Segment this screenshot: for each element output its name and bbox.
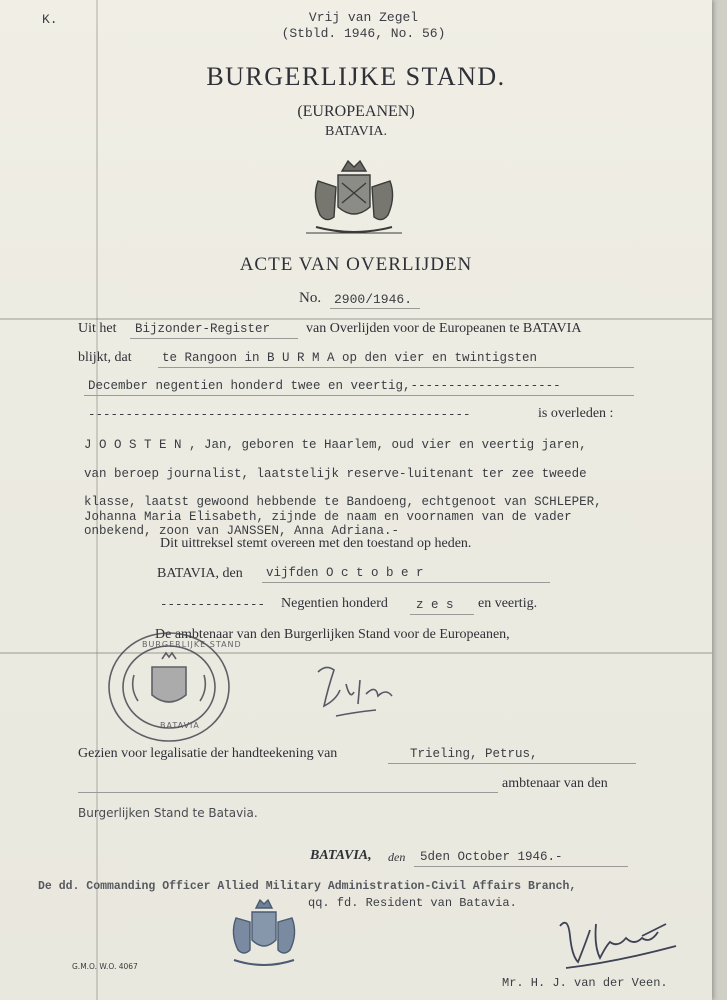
year-value: z e s [416,598,454,612]
officer-capacity: qq. fd. Resident van Batavia. [308,896,517,910]
deceased-details: J O O S T E N , Jan, geboren te Haarlem, oud vier en veertig jaren, [84,438,587,452]
spouse-name: Johanna Maria Elisabeth, zijnde de naam en voornamen van de vader [84,510,572,524]
register-description: van Overlijden voor de Europeanen te BATAVIA [306,321,582,336]
legalisation-den: den [388,850,406,864]
is-deceased-label: is overleden : [538,406,614,421]
deceased-occupation: van beroep journalist, laatstelijk reserve-luitenant ter zee tweede [84,467,587,481]
death-date: December negentien honderd twee en veertig,-------------------- [88,379,561,393]
legalised-official-role: ambtenaar van den [502,776,608,791]
parents-details: onbekend, zoon van JANSSEN, Anna Adriana.- [84,524,400,538]
officer-title: De dd. Commanding Officer Allied Military Administration-Civil Affairs Branch, [38,880,577,893]
registrar-title: De ambtenaar van den Burgerlijken Stand voor de Europeanen, [155,627,510,642]
death-place: te Rangoon in B U R M A op den vier en twintigsten [162,351,538,365]
document-title: BURGERLIJKE STAND. [206,62,506,91]
stamp-duty-line: Vrij van Zegel [308,10,419,25]
legalised-office: Burgerlijken Stand te Batavia. [78,806,258,820]
filler-dashes: --------------------------------------------------- [88,408,471,422]
seal-bottom-text: BATAVIA [160,721,200,730]
stamp-duty-reference: (Stbld. 1946, No. 56) [281,26,446,41]
seal-top-text: BURGERLIJKE STAND [142,640,242,649]
body-intro: Uit het [78,321,117,336]
legalisation-date: 5den October 1946.- [420,850,563,864]
resident-coat-of-arms-icon [222,896,306,976]
extract-day: vijfden O c t o b e r [266,566,424,580]
paper-fold [0,318,712,320]
signatory-name: Mr. H. J. van der Veen. [502,976,668,990]
registrar-signature [306,660,406,724]
legalised-official-name: Trieling, Petrus, [410,747,538,761]
form-code: G.M.O. W.O. 4067 [72,962,138,971]
year-prefix: Negentien honderd [281,596,388,611]
extract-statement: Dit uittreksel stemt overeen met den toestand op heden. [160,536,472,551]
body-line-2-label: blijkt, dat [78,350,132,365]
year-suffix: en veertig. [478,596,538,611]
act-heading: ACTE VAN OVERLIJDEN [239,254,473,275]
deceased-residence: klasse, laatst gewoond hebbende te Bandoeng, echtgenoot van SCHLEPER, [84,495,602,509]
legalisation-place: BATAVIA, [310,848,372,863]
extract-place: BATAVIA, den [157,566,243,581]
resident-signature [546,906,696,976]
coat-of-arms-icon [298,157,410,241]
legalisation-text: Gezien voor legalisatie der handteekening van [78,746,338,761]
register-type: Bijzonder-Register [135,322,271,336]
document-subtitle: (EUROPEANEN) [297,103,415,120]
act-number: 2900/1946. [334,292,413,307]
year-dashes: -------------- [160,598,266,612]
document-city: BATAVIA. [324,124,387,139]
act-number-label: No. [299,290,322,306]
corner-mark: K. [42,12,58,27]
